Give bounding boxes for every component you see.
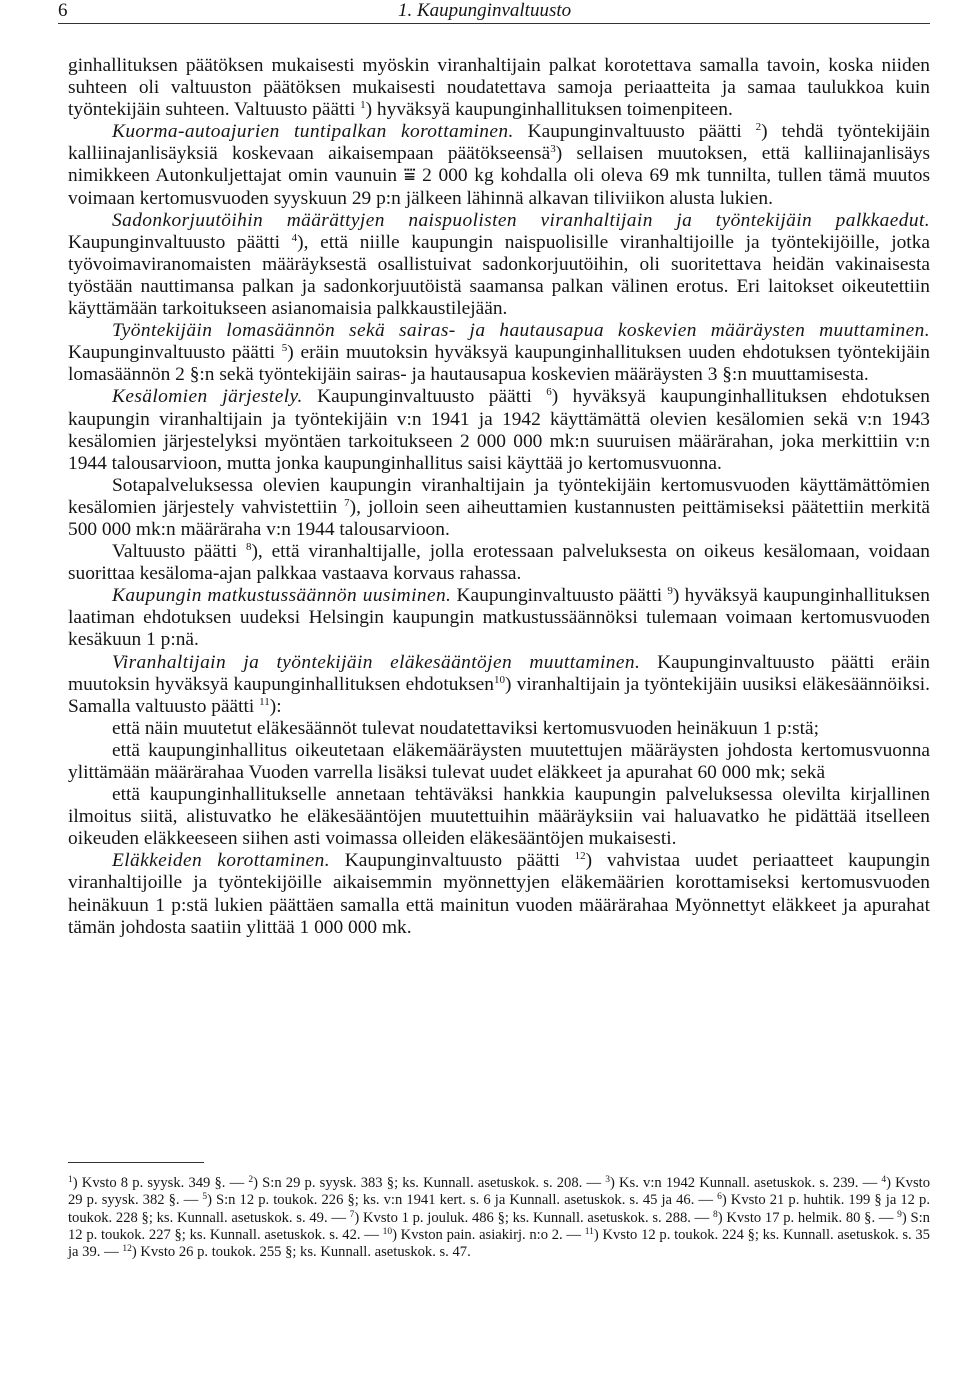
paragraph — [68, 320, 930, 386]
sub-clause — [68, 784, 930, 850]
paragraph — [68, 585, 930, 651]
text-run: ) Kvsto 12 p. toukok. 224 §; ks. Kunnall. asetuskok. s. 35 ja 39. — — [68, 1226, 930, 1261]
footnote-ref: 6 — [546, 386, 552, 399]
footnote-ref: 4 — [881, 1175, 887, 1185]
text-run: että kaupunginhallitukselle annetaan tehtäväksi hankkia kaupungin palveluksessa olevilta kirjallinen ilmoitus siitä, alistuvatko he eläkesääntöjen muutettuihin määräyksiin vai haluavatko he pidättää itselleen oikeuden eläkkeeseen siihen asti voimassa olleiden eläkesääntöjen mukaisesti. — [68, 784, 930, 850]
text-run: ) S:n 12 p. toukok. 226 §; ks. v:n 1941 kert. s. 6 ja Kunnall. asetuskok. s. 45 ja 46. — — [207, 1192, 718, 1209]
footnote-ref: 1 — [360, 99, 366, 112]
footnote-ref: 9 — [897, 1209, 902, 1220]
text-run: ) Kvston pain. asiakirj. n:o 2. — — [392, 1226, 585, 1243]
footnote-ref: 12 — [122, 1244, 132, 1255]
text-run: ), että viranhaltijalle, jolla erotessaan palveluksesta on oikeus kesälomaan, voidaan suorittaa kesäloma-ajan palkkaa vastaava korvaus rahassa. — [68, 541, 930, 585]
text-run: ginhallituksen päätöksen mukaisesti myöskin viranhaltijain palkat korotettava samalla tavoin, koska niiden suhteen oli valtuuston päätöksen mukaisesti noudatettava samoja periaatteita ja samaa taulukkoa kuin työntekijäin suhteen. Valtuusto päätti — [68, 55, 930, 121]
footnote-ref: 8 — [245, 541, 252, 554]
footnote-ref: 3 — [605, 1175, 610, 1185]
text-run: ) tehdä työntekijäin kalliinajanlisäyksiä koskevaan aikaisempaan päätökseensä — [68, 121, 930, 165]
text-run: Kaupunginvaltuusto päätti — [451, 585, 668, 607]
section-heading: Kuorma-autoajurien tuntipalkan korottaminen. — [112, 121, 514, 143]
text-run: ) Kvsto 21 p. huhtik. 199 § ja 12 p. toukok. 228 §; ks. Kunnall. asetuskok. s. 49. — — [68, 1192, 930, 1226]
footnote-ref: 9 — [667, 585, 673, 598]
paragraph — [68, 475, 930, 541]
text-run: ) Kvsto 17 p. helmik. 80 §. — — [717, 1209, 898, 1226]
text-run: ): — [269, 695, 282, 717]
paragraph — [68, 121, 930, 209]
footnote-ref: 5 — [281, 342, 288, 355]
sub-clause — [68, 718, 930, 740]
paragraph — [68, 541, 930, 585]
text-run: että näin muutetut eläkesäännöt tulevat noudatettaviksi kertomusvuoden heinäkuun 1 p:stä; — [112, 717, 820, 739]
text-run: ) hyväksyä kaupunginhallituksen ehdotuksen kaupungin viranhaltijain ja työntekijäin v:n 1941 ja 1942 käyttämättä olevien kesälomien sekä v:n 1943 kesälomien järjestelyksi myöntäen tarkoitukseen 2 000 000 mk:n suuruisen määrärahan, joka merkittiin v:n 1944 talousarvioon, mutta jonka kaupunginhallitus saisi käyttää jo kertomusvuonna. — [68, 386, 930, 474]
body-text — [68, 55, 930, 939]
footnote-ref: 12 — [574, 850, 586, 863]
footnote-ref: 10 — [382, 1226, 393, 1237]
text-run: ) sellaisen muutoksen, että kalliinajanlisäys nimikkeen Autonkuljettajat omin vaunuin ⩸ 2 000 kg kohdalla oli oleva 69 mk tunnilta, tullen tämä muutos voimaan kertomusvuoden syyskuun 29 p:n jälkeen lähinnä alkavan tiliviikon alusta lukien. — [68, 143, 930, 209]
section-heading: Eläkkeiden korottaminen. — [112, 850, 331, 872]
text-run: ) vahvistaa uudet periaatteet kaupungin viranhaltijoille ja työntekijöille aikaisemmin myönnettyjen eläkemäärien korottamiseksi kertomusvuoden heinäkuun 1 p:stä lukien päättäen samalla että mainitun vuoden määrärahaa Myönnettyt eläkkeet ja apurahat tämän johdosta saatiin ylittää 1 000 000 mk. — [68, 850, 930, 938]
text-run: ), että niille kaupungin naispuolisille viranhaltijoille ja työntekijöille, jotka työvoimaviranomaisten määräyksestä osallistuivat sadonkorjuutöihin, oli suoritettava heidän vakinaisesta työstään nauttimansa palkan ja sadonkorjuutöistä saamansa palkan välinen erotus. Eri laitokset oikeutettiin käyttämään tarkoitukseen asianomaisia palkkaustilejään. — [68, 231, 930, 320]
text-run: Kaupunginvaltuusto päätti — [68, 342, 282, 364]
text-run: ) S:n 29 p. syysk. 383 §; ks. Kunnall. asetuskok. s. 208. — — [253, 1175, 606, 1191]
footnote-ref: 7 — [349, 1209, 355, 1220]
text-run: ) hyväksyä kaupunginhallituksen toimenpiteen. — [365, 99, 733, 121]
running-head: 1. Kaupunginvaltuusto — [398, 0, 572, 21]
footnote-ref: 4 — [291, 231, 298, 244]
text-run: ) eräin muutoksin hyväksyä kaupunginhallituksen uuden ehdotuksen työntekijäin lomasäännön 2 §:n sekä työntekijäin sairas- ja hautausapua koskevien määräysten 3 §:n muuttamisesta. — [68, 342, 931, 386]
text-run: Valtuusto päätti — [112, 541, 246, 563]
header-rule — [58, 23, 930, 24]
text-run: Kaupunginvaltuusto päätti — [513, 121, 756, 143]
footnotes — [68, 1175, 930, 1261]
footnote-ref: 1 — [68, 1175, 73, 1185]
text-run: Kaupunginvaltuusto päätti — [68, 231, 292, 253]
footnote-ref: 11 — [584, 1226, 594, 1237]
text-run: Sotapalveluksessa olevien kaupungin viranhaltijain ja työntekijäin kertomusvuoden käyttämättömien kesälomien järjestely vahvistettiin — [68, 474, 930, 518]
section-heading: Kesälomien järjestely. — [112, 386, 303, 408]
text-run: ) Kvsto 8 p. syysk. 349 §. — — [72, 1175, 249, 1191]
footnote-ref: 2 — [755, 121, 762, 134]
paragraph — [68, 850, 930, 938]
section-heading: Kaupungin matkustussäännön uusiminen. — [112, 585, 452, 607]
footnote-ref: 7 — [344, 496, 350, 509]
text-run: Kaupunginvaltuusto päätti eräin muutoksin hyväksyä kaupunginhallituksen ehdotuksen — [68, 651, 930, 695]
paragraph — [68, 652, 930, 718]
footnote-ref: 3 — [550, 143, 556, 156]
footnote-ref: 5 — [202, 1192, 208, 1203]
paragraph — [68, 55, 930, 121]
text-run: ), jolloin seen aiheuttamien kustannusten peittämiseksi päätettiin merkitä 500 000 mk:n määräraha v:n 1944 talousarvioon. — [68, 496, 930, 540]
section-heading: Viranhaltijain ja työntekijäin eläkesääntöjen muuttaminen. — [112, 651, 641, 673]
footnote-ref: 2 — [248, 1175, 254, 1185]
footnote-ref: 11 — [259, 695, 270, 708]
page-header — [0, 0, 960, 20]
text-run: ) viranhaltijain ja työntekijäin uusiksi eläkesäännöiksi. Samalla valtuusto päätti — [68, 673, 930, 717]
paragraph — [68, 386, 930, 474]
text-run: Kaupunginvaltuusto päätti — [330, 850, 575, 872]
footnote-ref: 10 — [493, 673, 505, 686]
paragraph — [68, 210, 930, 320]
page-number: 6 — [58, 0, 68, 21]
text-run: että kaupunginhallitus oikeutetaan eläkemääräysten muutettujen määräysten johdosta kertomusvuonna ylittämään määrärahaa Vuoden varrella lisäksi tulevat uudet eläkkeet ja apurahat 60 000 mk; sekä — [68, 739, 930, 783]
text-run: Kaupunginvaltuusto päätti — [302, 386, 547, 408]
sub-clause — [68, 740, 930, 784]
text-run: ) Kvsto 26 p. toukok. 255 §; ks. Kunnall. asetuskok. s. 47. — [131, 1244, 471, 1261]
text-run: ) Kvsto 1 p. jouluk. 486 §; ks. Kunnall. asetuskok. s. 288. — — [354, 1209, 713, 1226]
footnote-ref: 6 — [717, 1192, 722, 1203]
text-run: ) Kvsto 29 p. syysk. 382 §. — — [68, 1175, 931, 1209]
text-run: ) hyväksyä kaupunginhallituksen laatiman ehdotuksen uudeksi Helsingin kaupungin matkustussäännöksi tulemaan voimaan kertomusvuoden kesäkuun 1 p:nä. — [68, 585, 930, 651]
text-run: ) S:n 12 p. toukok. 227 §; ks. Kunnall. asetuskok. s. 42. — — [68, 1209, 930, 1243]
section-heading: Sadonkorjuutöihin määrättyjen naispuolisten viranhaltijain ja työntekijäin palkkaedut. — [112, 209, 930, 231]
section-heading: Työntekijäin lomasäännön sekä sairas- ja hautausapua koskevien määräysten muuttaminen. — [112, 320, 930, 342]
footnote-ref: 8 — [713, 1209, 718, 1220]
footnote-rule — [68, 1162, 204, 1163]
text-run: ) Ks. v:n 1942 Kunnall. asetuskok. s. 239. — — [609, 1175, 882, 1191]
